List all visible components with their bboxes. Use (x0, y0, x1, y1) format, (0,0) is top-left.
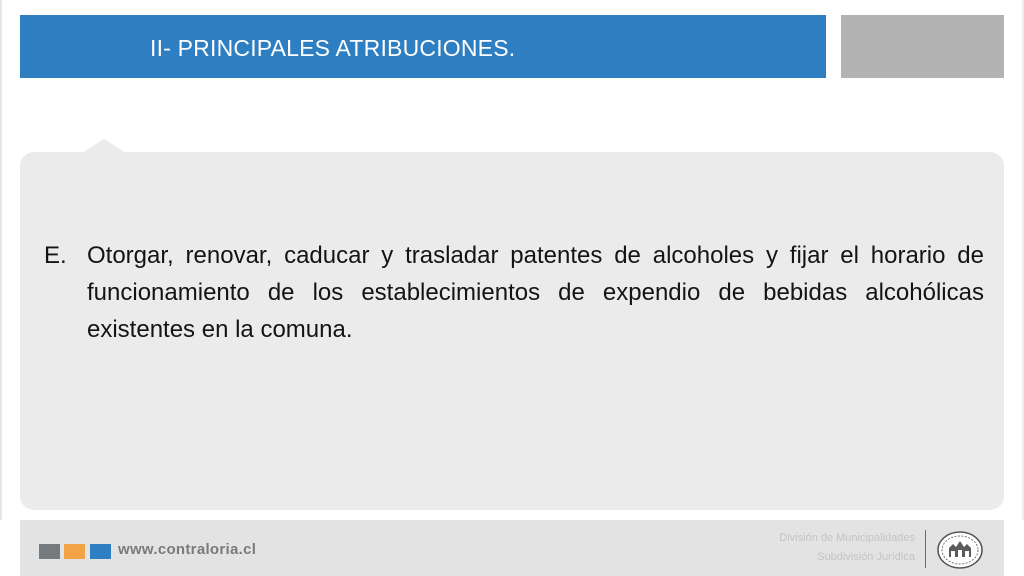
list-item (44, 237, 984, 348)
orange-square-icon (64, 544, 85, 559)
left-border-rule (0, 0, 2, 520)
blue-square-icon (90, 544, 111, 559)
contraloria-seal-icon (936, 530, 984, 570)
slide-title: II- PRINCIPALES ATRIBUCIONES. (150, 35, 516, 61)
division-label: División de Municipalidades (779, 532, 915, 544)
list-item-text: Otorgar, renovar, caducar y trasladar patentes de alcoholes y fijar el horario de funcionamiento de los establecimientos de expendio de bebidas alcohólicas existentes en la comuna. (87, 242, 984, 343)
gray-square-icon (39, 544, 60, 559)
footer (20, 520, 1004, 576)
website-link[interactable]: www.contraloria.cl (118, 541, 257, 558)
footer-divider (925, 530, 926, 568)
content-panel (20, 152, 1004, 510)
header-gray-block (841, 15, 1004, 78)
subdivision-label: Subdivisión Jurídica (817, 551, 915, 563)
list-item-marker: E. (44, 242, 67, 269)
panel-notch (82, 139, 126, 153)
title-bar (20, 15, 826, 78)
